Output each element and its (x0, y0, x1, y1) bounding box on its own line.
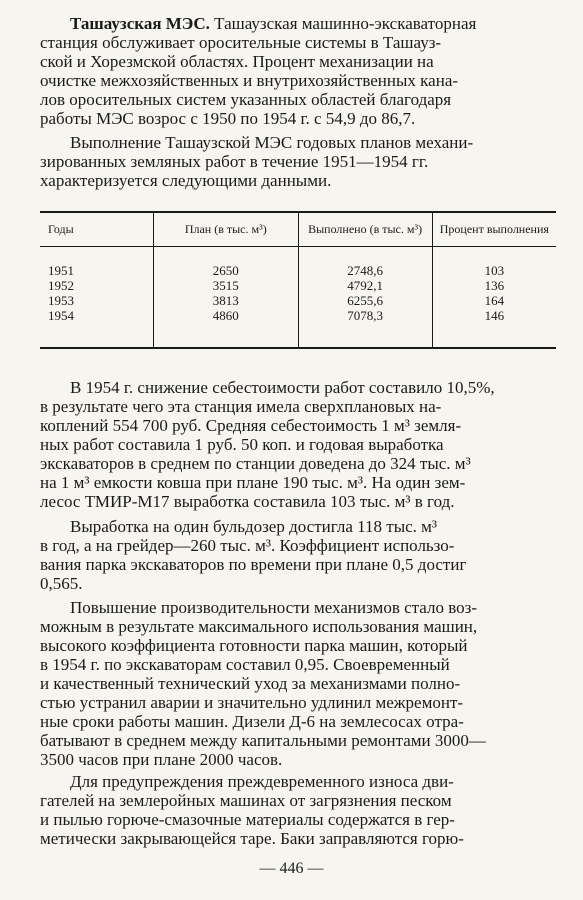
text-line: батывают в среднем между капитальными ремонтами 3000— (40, 731, 486, 750)
text-line: Выработка на один бульдозер достигла 118 тыс. м³ (70, 517, 438, 536)
cell-year: 1951 (48, 263, 74, 278)
data-table-container (40, 211, 556, 349)
paragraph-wear (40, 772, 552, 848)
cell-year: 1953 (48, 293, 74, 308)
text-line: метически закрывающейся таре. Баки заправляются горю- (40, 829, 464, 848)
table-header-row (40, 212, 556, 247)
text-line: характеризуется следующими данными. (40, 171, 332, 190)
text-line: станция обслуживает оросительные системы в Ташауз- (40, 33, 442, 52)
cell-plan: 4860 (154, 308, 299, 348)
paragraph-cost (40, 378, 552, 511)
text-line: ных работ составила 1 руб. 50 коп. и годовая выработка (40, 435, 444, 454)
cell-percent: 164 (432, 293, 556, 308)
cell-percent: 146 (432, 308, 556, 348)
cell-year: 1954 (40, 308, 154, 348)
table-row (40, 278, 556, 293)
section-heading: Ташаузская МЭС. (70, 14, 210, 33)
cell-done: 2748,6 (298, 247, 432, 279)
text-line: 3500 часов при плане 2000 часов. (40, 750, 283, 769)
cell-percent: 136 (432, 278, 556, 293)
paragraph-plan (40, 133, 552, 190)
paragraph-intro (40, 14, 552, 128)
cell-done: 4792,1 (298, 278, 432, 293)
text-line: очистке межхозяйственных и внутрихозяйственных кана- (40, 71, 459, 90)
text-line: стью устранил аварии и значительно удлинил межремонт- (40, 693, 464, 712)
text-line: ской и Хорезмской областях. Процент механизации на (40, 52, 434, 71)
text-line: Повышение производительности механизмов стало воз- (70, 598, 477, 617)
text-line: в 1954 г. по экскаваторам составил 0,95. Своевременный (40, 655, 450, 674)
text-line: В 1954 г. снижение себестоимости работ составило 10,5%, (70, 378, 495, 397)
text-line: лесос ТМИР-М17 выработка составила 103 тыс. м³ в год. (40, 492, 455, 511)
text-line: ные сроки работы машин. Дизели Д-6 на землесосах отра- (40, 712, 464, 731)
cell-plan: 3515 (154, 278, 299, 293)
text-line: вания парка экскаваторов по времени при плане 0,5 достиг (40, 555, 467, 574)
cell-done: 7078,3 (298, 308, 432, 348)
text-line: работы МЭС возрос с 1950 по 1954 г. с 54,9 до 86,7. (40, 109, 416, 128)
text-line: и качественный технический уход за механизмами полно- (40, 674, 461, 693)
cell-done: 6255,6 (298, 293, 432, 308)
header-done: Выполнено (в тыс. м³) (298, 212, 432, 247)
text-line: гателей на землеройных машинах от загрязнения песком (40, 791, 452, 810)
page-number: — 446 — (259, 860, 324, 877)
text-line: и пылью горюче-смазочные материалы содержатся в гер- (40, 810, 455, 829)
text-line: коплений 554 700 руб. Средняя себестоимость 1 м³ земля- (40, 416, 462, 435)
text-line: в год, а на грейдер—260 тыс. м³. Коэффициент использо- (40, 536, 455, 555)
text-line: можным в результате максимального использования машин, (40, 617, 478, 636)
cell-plan: 3813 (154, 293, 299, 308)
text-line: экскаваторов в среднем по станции доведена до 324 тыс. м³ (40, 454, 471, 473)
header-years: Годы (40, 212, 154, 247)
paragraph-productivity (40, 598, 552, 769)
text-line: в результате чего эта станция имела сверхплановых на- (40, 397, 442, 416)
header-plan: План (в тыс. м³) (154, 212, 299, 247)
table-row (40, 308, 556, 348)
text-line: высокого коэффициента готовности парка машин, который (40, 636, 468, 655)
text-line: зированных земляных работ в течение 1951—1954 гг. (40, 152, 429, 171)
text-line: Ташаузская машинно-экскаваторная (209, 14, 477, 33)
text-line: Для предупреждения преждевременного износа дви- (70, 772, 454, 791)
table-row (40, 247, 556, 279)
cell-year: 1952 (48, 278, 74, 293)
cell-percent: 103 (432, 247, 556, 279)
text-line: на 1 м³ емкости ковша при плане 190 тыс. м³. На один зем- (40, 473, 466, 492)
cell-plan: 2650 (154, 247, 299, 279)
text-line: Выполнение Ташаузской МЭС годовых планов механи- (70, 133, 474, 152)
text-line: 0,565. (40, 574, 83, 593)
plan-table (40, 211, 556, 349)
table-row (40, 293, 556, 308)
header-percent: Процент выполнения (432, 212, 556, 247)
text-line: лов оросительных систем указанных областей благодаря (40, 90, 452, 109)
paragraph-output (40, 517, 552, 593)
